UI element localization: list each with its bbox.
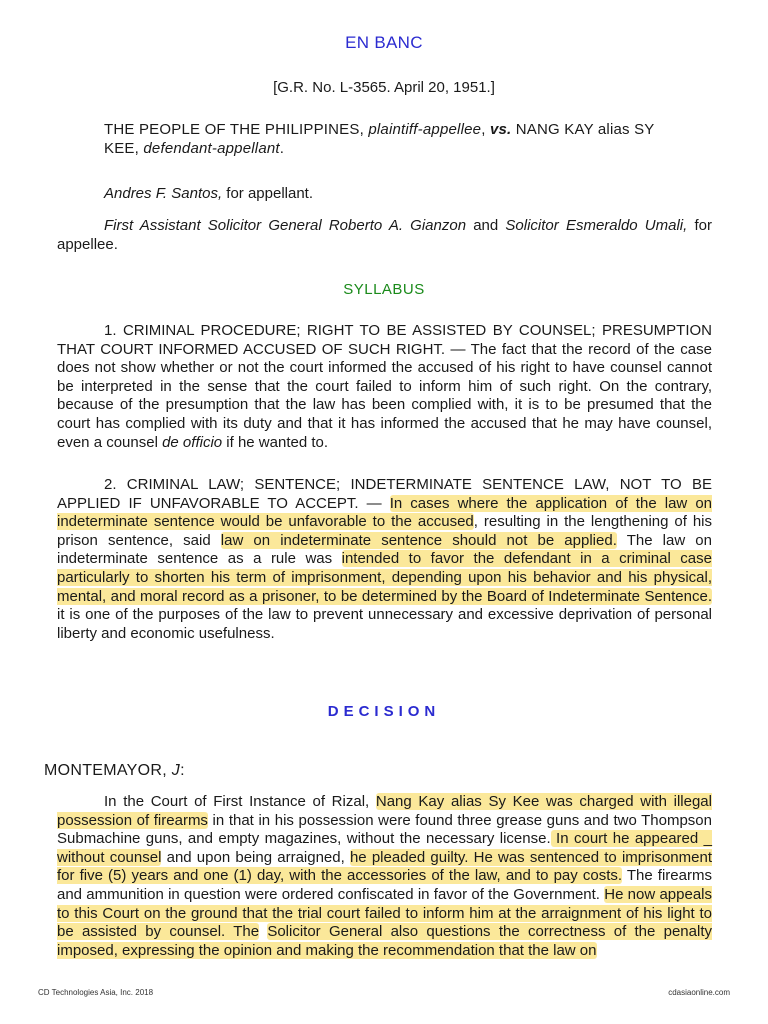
appellant-counsel-name: Andres F. Santos, bbox=[104, 185, 223, 202]
highlight-3: intended to favor the defendant in a criminal case particularly to shorten his term of imprisonment, depending upon his behavior and his physical, mental, and moral record as a prisoner, to be determined by the Board of Indeterminate Sentence. bbox=[57, 550, 712, 605]
highlight-2: law on indeterminate sentence should not be applied. bbox=[220, 531, 617, 549]
highlight-1: In cases where the application of the law on indeterminate sentence would be unfavorable to the accused bbox=[57, 494, 712, 531]
appellee-counsel bbox=[57, 216, 712, 254]
footer-copyright: CD Technologies Asia, Inc. 2018 bbox=[38, 988, 154, 997]
ponente-colon: : bbox=[180, 762, 185, 779]
highlight-7: He now appeals to this Court on the ground that the trial court failed to inform him at the arraignment of his light to be assisted by counsel. The bbox=[57, 885, 713, 941]
syllabus-item-2 bbox=[57, 476, 712, 643]
appellee-counsel-name-1: First Assistant Solicitor General Roberto A. Gianzon bbox=[104, 217, 467, 234]
decision-heading: DECISION bbox=[327, 703, 441, 720]
decision-text-4: The firearms and ammunition in question were ordered confiscated in favor of the Government. bbox=[57, 867, 712, 903]
defendant-name: NANG KAY alias SY KEE bbox=[104, 121, 655, 157]
appellee-counsel-and: and bbox=[466, 217, 506, 234]
appellee-counsel-suffix: for appellee. bbox=[57, 217, 712, 253]
appellant-counsel bbox=[104, 185, 714, 202]
appellee-counsel-name-2: Solicitor Esmeraldo Umali, bbox=[505, 217, 688, 234]
highlight-5: In court he appeared _ without counsel bbox=[57, 830, 712, 866]
versus: vs. bbox=[489, 121, 512, 138]
syllabus-item-2-text-4: it is one of the purposes of the law to prevent unnecessary and excessive deprivation of personal liberty and economic usefulness. bbox=[57, 606, 712, 642]
highlight-4: Nang Kay alias Sy Kee was charged with illegal possession of firearms bbox=[57, 793, 712, 829]
appellant-counsel-suffix: for appellant. bbox=[222, 185, 314, 202]
syllabus-item-1 bbox=[57, 322, 712, 452]
ponente-title: J bbox=[167, 762, 181, 779]
syllabus-item-1-text: 1. CRIMINAL PROCEDURE; RIGHT TO BE ASSISTED BY COUNSEL; PRESUMPTION THAT COURT INFORMED ACCUSED OF SUCH RIGHT. — The fact that the record of the case does not show whether or not the court informed the accused of his right to have counsel cannot be interpreted in the sense that the court failed to inform him of such right. On the contrary, because of the presumption that the law has been complied with, it is to be presumed that the court has complied with its duty and that it has informed the accused that he may have counsel, even a counsel bbox=[57, 322, 712, 451]
court-heading: EN BANC bbox=[345, 33, 423, 52]
highlight-8: Solicitor General also questions the correctness of the penalty imposed, expressing the opinion and making the recommendation that the law on bbox=[57, 923, 712, 959]
syllabus-item-2-text-1: 2. CRIMINAL LAW; SENTENCE; INDETERMINATE SENTENCE LAW, NOT TO BE APPLIED IF UNFAVORABLE TO ACCEPT. — bbox=[57, 476, 712, 512]
decision-text-1: In the Court of First Instance of Rizal, bbox=[104, 793, 376, 810]
decision-text-2: in that in his possession were found three grease guns and two Thompson Submachine guns, and empty magazines, without the necessary license. bbox=[57, 811, 712, 848]
syllabus-item-1-italic: de officio bbox=[162, 433, 223, 451]
ponente-name: MONTEMAYOR, bbox=[44, 762, 168, 779]
syllabus-item-1-text-end: if he wanted to. bbox=[222, 433, 329, 451]
plaintiff-role: plaintiff-appellee bbox=[368, 121, 482, 138]
ponente bbox=[44, 762, 185, 780]
syllabus-item-2-text-2: , resulting in the lengthening of his prison sentence, said bbox=[57, 513, 713, 549]
syllabus-item-2-text-3: The law on indeterminate sentence as a rule was bbox=[57, 531, 712, 568]
decision-paragraph-1 bbox=[57, 793, 712, 960]
decision-text-3: and upon being arraigned, bbox=[161, 848, 350, 866]
footer-site: cdasiaonline.com bbox=[668, 988, 730, 997]
plaintiff-name: THE PEOPLE OF THE PHILIPPINES bbox=[104, 121, 360, 138]
defendant-role: defendant-appellant bbox=[143, 140, 280, 157]
highlight-6: he pleaded guilty. He was sentenced to imprisonment for five (5) years and one (1) day, with the accessories of the law, and to pay costs. bbox=[57, 848, 712, 885]
case-number: [G.R. No. L-3565. April 20, 1951.] bbox=[273, 79, 495, 96]
syllabus-heading: SYLLABUS bbox=[343, 281, 425, 298]
case-parties: THE PEOPLE OF THE PHILIPPINES, plaintiff-appellee, vs. NANG KAY alias SY KEE, defendant-appellant. bbox=[104, 121, 655, 157]
